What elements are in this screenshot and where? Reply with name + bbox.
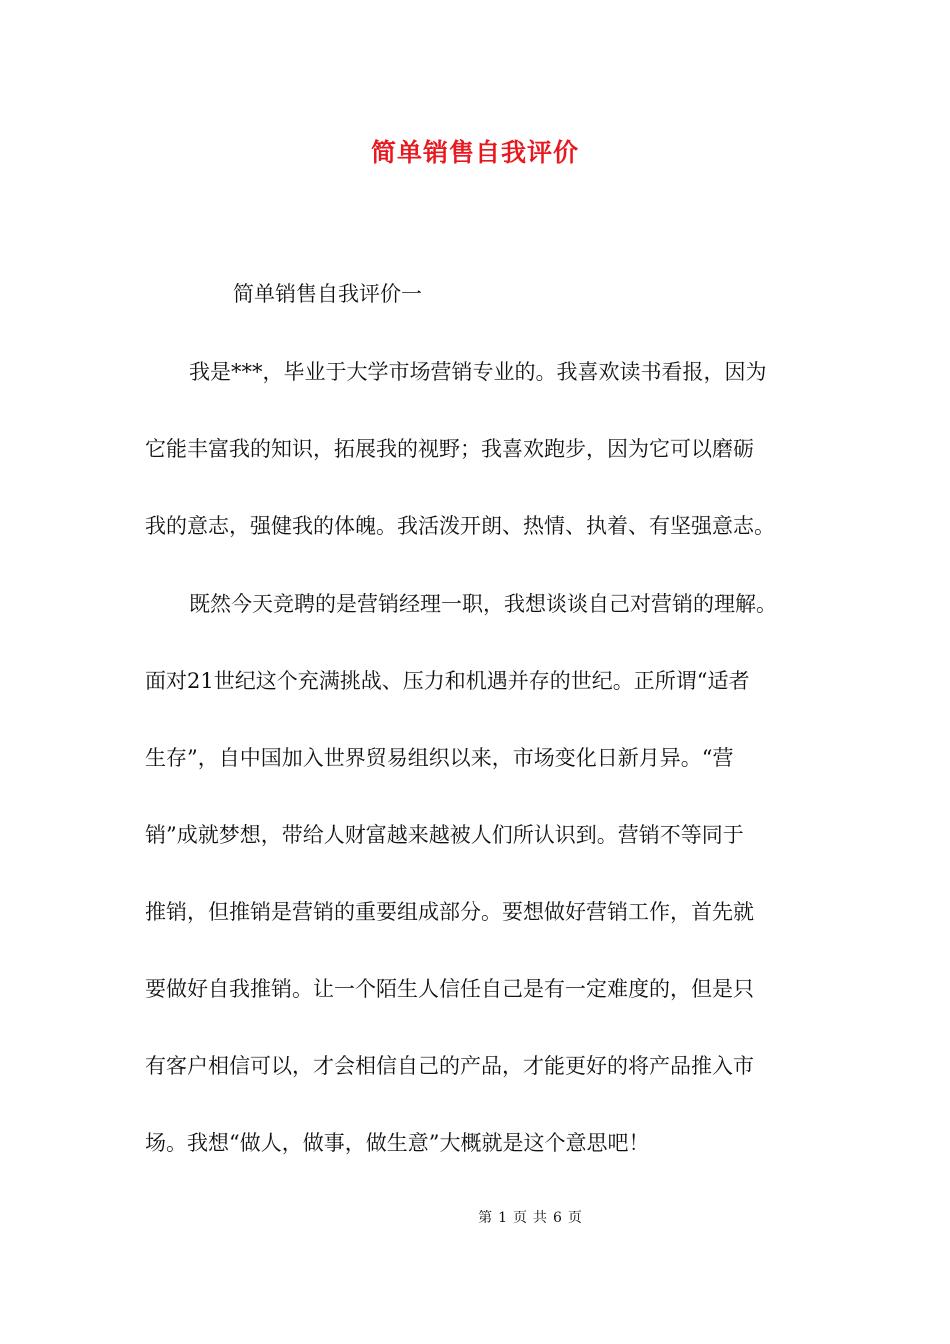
paragraph-line: 场。我想“做人，做事，做生意”大概就是这个意思吧！ — [145, 1131, 650, 1155]
footer-suffix: 页 — [567, 1210, 582, 1226]
paragraph-line: 有客户相信可以，才会相信自己的产品，才能更好的将产品推入市 — [145, 1054, 754, 1078]
paragraph-line: 面对21世纪这个充满挑战、压力和机遇并存的世纪。正所谓“适者 — [145, 669, 750, 693]
paragraph-line: 它能丰富我的知识，拓展我的视野；我喜欢跑步，因为它可以磨砺 — [145, 437, 754, 461]
paragraph-line: 要做好自我推销。让一个陌生人信任自己是有一定难度的，但是只 — [145, 977, 754, 1001]
paragraph-line: 我是***，毕业于大学市场营销专业的。我喜欢读书看报，因为 — [189, 360, 767, 384]
footer-prefix: 第 — [478, 1210, 493, 1226]
paragraph-line: 我的意志，强健我的体魄。我活泼开朗、热情、执着、有坚强意志。 — [145, 514, 775, 538]
footer-total-pages: 6 — [553, 1210, 562, 1226]
footer-total-prefix: 共 — [533, 1210, 547, 1226]
paragraph-1 — [145, 353, 810, 545]
section-heading: 简单销售自我评价一 — [233, 282, 422, 306]
paragraph-line: 既然今天竞聘的是营销经理一职，我想谈谈自己对营销的理解。 — [189, 592, 777, 616]
document-body — [145, 275, 810, 1162]
page-number-footer — [0, 1208, 950, 1228]
document-title: 简单销售自我评价 — [370, 138, 579, 167]
paragraph-line: 生存”，自中国加入世界贸易组织以来，市场变化日新月异。“营 — [145, 746, 734, 770]
footer-current-page: 1 — [498, 1210, 507, 1226]
paragraph-2 — [145, 585, 810, 1162]
paragraph-line: 销”成就梦想，带给人财富越来越被人们所认识到。营销不等同于 — [145, 823, 744, 847]
footer-page-word: 页 — [513, 1210, 527, 1226]
paragraph-line: 推销，但推销是营销的重要组成部分。要想做好营销工作，首先就 — [145, 900, 754, 924]
